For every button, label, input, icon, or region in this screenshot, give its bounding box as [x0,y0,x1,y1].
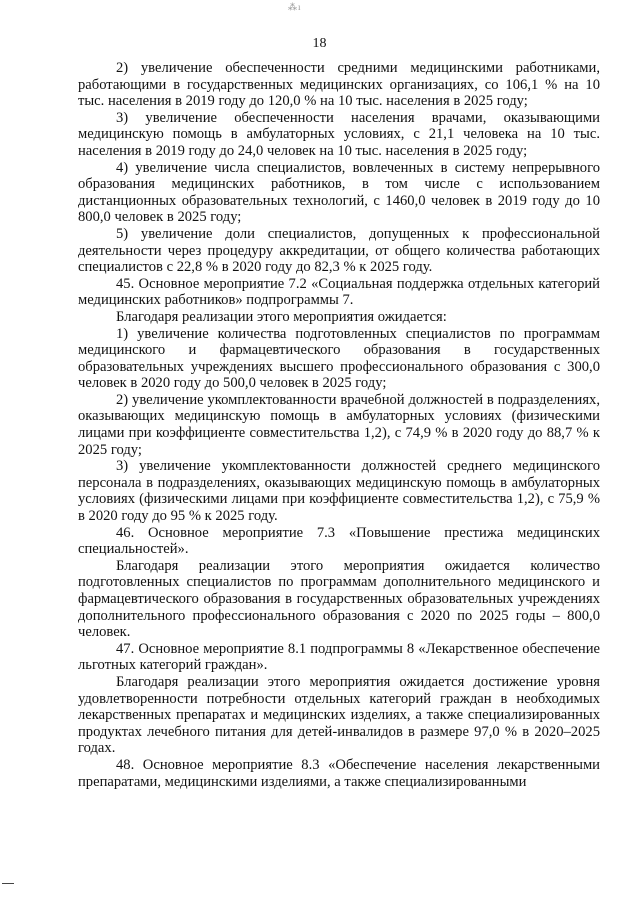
paragraph-section-48: 48. Основное мероприятие 8.3 «Обеспечение населения лекарственными препаратами, медицинскими изделиями, а также специализированными [78,756,600,790]
margin-mark [2,883,14,884]
paragraph-45-item-2: 2) увеличение укомплектованности врачебной должностей в подразделениях, оказывающих медицинскую помощь в амбулаторных условиях (физическими лицами при коэффициенте совместительства 1,2), с 74,9 % в 2020 году до 88,7 % к 2025 году; [78,391,600,458]
paragraph-item-3: 3) увеличение обеспеченности населения врачами, оказывающими медицинскую помощь в амбулаторных условиях, с 21,1 человека на 10 тыс. населения в 2019 году до 24,0 человек на 10 тыс. населения в 2025 году; [78,109,600,159]
paragraph-section-46: 46. Основное мероприятие 7.3 «Повышение престижа медицинских специальностей». [78,524,600,558]
page-number: 18 [312,36,327,51]
document-body [78,60,600,790]
paragraph-section-45: 45. Основное мероприятие 7.2 «Социальная поддержка отдельных категорий медицинских работников» подпрограммы 7. [78,275,600,309]
paragraph-item-5: 5) увеличение доли специалистов, допущенных к профессиональной деятельности через процедуру аккредитации, от общего количества работающих специалистов с 22,8 % в 2020 году до 82,3 % к 2025 году. [78,225,600,276]
paragraph-item-2: 2) увеличение обеспеченности средними медицинскими работниками, работающими в государственных медицинских организациях, со 106,1 % на 10 тыс. населения в 2019 году до 120,0 % на 10 тыс. населения в 2025 году; [78,60,600,110]
paragraph-item-4: 4) увеличение числа специалистов, вовлеченных в систему непрерывного образования медицинских работников, в том числе с использованием дистанционных образовательных технологий, с 1460,0 человек в 2019 году до 10 800,0 человек в 2025 году; [78,159,600,226]
paragraph-46-expected: Благодаря реализации этого мероприятия ожидается количество подготовленных специалистов по программам дополнительного медицинского и фармацевтического образования в государственных образовательных учреждениях дополнительного профессионального образования с 2020 по 2025 годы – 800,0 человек. [78,557,600,641]
paragraph-45-item-1: 1) увеличение количества подготовленных специалистов по программам медицинского и фармацевтического образования в государственных образовательных учреждениях высшего профессионального образования с 300,0 человек в 2020 году до 500,0 человек в 2025 году; [78,325,600,392]
paragraph-expected-intro: Благодаря реализации этого мероприятия ожидается: [116,308,447,325]
paragraph-47-expected: Благодаря реализации этого мероприятия ожидается достижение уровня удовлетворенности потребности отдельных категорий граждан в необходимых лекарственных препаратах и медицинских изделиях, а также специализированных продуктах лечебного питания для детей-инвалидов в размере 97,0 % в 2020–2025 годах. [78,673,600,757]
paragraph-45-item-3: 3) увеличение укомплектованности должностей среднего медицинского персонала в подразделениях, оказывающих медицинскую помощь в амбулаторных условиях (физическими лицами при коэффициенте совместительства 1,2), с 75,9 % в 2020 году до 95 % к 2025 году. [78,458,600,525]
paragraph-section-47: 47. Основное мероприятие 8.1 подпрограммы 8 «Лекарственное обеспечение льготных категорий граждан». [78,640,600,674]
scan-artifact-mark: ⁂ı [288,2,302,12]
